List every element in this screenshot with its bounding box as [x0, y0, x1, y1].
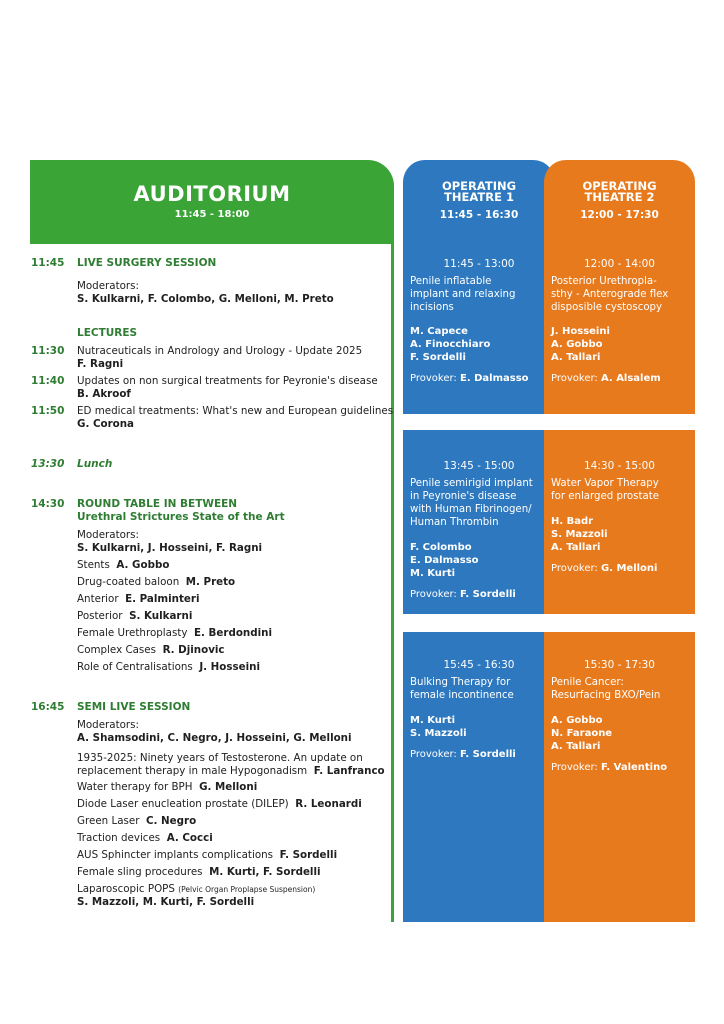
talk-speaker: S. Mazzoli, M. Kurti, F. Sordelli [77, 896, 255, 908]
talk-item [77, 815, 196, 828]
theatre1-title [403, 181, 555, 203]
lecture-title: ED medical treatments: What's new and European guidelines [77, 405, 394, 417]
theatre2-time: 12:00 - 17:30 [580, 209, 659, 221]
talk-item [77, 765, 385, 778]
talk-topic: Green Laser [77, 815, 140, 827]
theatre2-block [544, 244, 695, 414]
talk-item [77, 593, 200, 606]
block-title: Bulking Therapy for female incontinence [410, 677, 514, 701]
lunch-title: Lunch [77, 458, 113, 470]
talk-topic: Posterior [77, 610, 123, 622]
block-provoker: Provoker: F. Sordelli [410, 589, 516, 600]
block-title: Penile inflatable implant and relaxing incisions [410, 276, 516, 313]
talk-item [77, 798, 362, 811]
talk-speaker: M. Kurti, F. Sordelli [209, 866, 321, 878]
auditorium-time: 11:45 - 18:00 [174, 209, 250, 220]
block-title: Penile Cancer: Resurfacing BXO/Pein [551, 677, 661, 701]
block-provoker: Provoker: G. Melloni [551, 563, 658, 574]
session-title: SEMI LIVE SESSION [77, 701, 191, 713]
lecture-time: 11:30 [31, 345, 65, 357]
talk-note: (Pelvic Organ Proplapse Suspension) [178, 885, 316, 894]
auditorium-header [30, 160, 394, 244]
talk-speaker: E. Palminteri [125, 593, 200, 605]
talk-topic: Anterior [77, 593, 119, 605]
theatre2-title-line: OPERATING [582, 179, 657, 193]
block-time: 11:45 - 13:00 [443, 258, 515, 270]
talk-topic: Role of Centralisations [77, 661, 193, 673]
session-subtitle: Urethral Strictures State of the Art [77, 511, 285, 523]
block-names: M. Capece A. Finocchiaro F. Sordelli [410, 326, 491, 363]
moderators: S. Kulkarni, F. Colombo, G. Melloni, M. Preto [77, 293, 334, 305]
talk-speaker: F. Sordelli [279, 849, 338, 861]
talk-speaker: F. Lanfranco [313, 765, 385, 777]
block-names: F. Colombo E. Dalmasso M. Kurti [410, 542, 479, 579]
moderators: A. Shamsodini, C. Negro, J. Hosseini, G. Melloni [77, 732, 352, 744]
block-names: A. Gobbo N. Faraone A. Tallari [551, 715, 613, 752]
session-time: 11:45 [31, 257, 65, 269]
block-time: 14:30 - 15:00 [584, 460, 655, 472]
talk-item [77, 781, 257, 794]
moderators: S. Kulkarni, J. Hosseini, F. Ragni [77, 542, 263, 554]
theatre1-title-line: THEATRE 1 [444, 190, 514, 204]
moderators-label: Moderators: [77, 719, 140, 731]
talk-item [77, 883, 315, 896]
theatre1-time: 11:45 - 16:30 [439, 209, 519, 221]
session-title: LIVE SURGERY SESSION [77, 257, 217, 269]
session-title: ROUND TABLE IN BETWEEN [77, 498, 238, 510]
talk-topic: Female Urethroplasty [77, 627, 188, 639]
theatre1-block [403, 244, 555, 414]
lecture-title: Nutraceuticals in Andrology and Urology - Update 2025 [77, 345, 363, 357]
talk-item [77, 849, 337, 862]
talk-item [77, 644, 225, 657]
talk-item [77, 576, 235, 589]
theatre1-title-line: OPERATING [441, 179, 517, 193]
talk-topic: Diode Laser enucleation prostate (DILEP) [77, 798, 289, 810]
block-time: 13:45 - 15:00 [443, 460, 515, 472]
block-title: Water Vapor Therapy for enlarged prostate [551, 478, 659, 502]
talk-topic: AUS Sphincter implants complications [77, 849, 274, 861]
talk-item [77, 832, 213, 845]
talk-topic: Female sling procedures [77, 866, 203, 878]
talk-speaker: M. Preto [185, 576, 236, 588]
talk-topic: Water therapy for BPH [77, 781, 193, 793]
talk-item [77, 559, 169, 572]
lunch-time: 13:30 [31, 458, 65, 470]
lecture-speaker: B. Akroof [77, 388, 131, 400]
block-provoker: Provoker: A. Alsalem [551, 373, 661, 384]
talk-item [77, 866, 321, 879]
block-time: 15:30 - 17:30 [584, 659, 655, 671]
talk-topic: Drug-coated baloon [77, 576, 180, 588]
theatre2-title-line: THEATRE 2 [584, 190, 655, 204]
theatre2-block [544, 430, 695, 614]
theatre2-header [544, 160, 695, 244]
talk-speaker: S. Kulkarni [129, 610, 193, 622]
talk-speaker: C. Negro [145, 815, 197, 827]
moderators-label: Moderators: [77, 280, 140, 292]
block-provoker: Provoker: E. Dalmasso [410, 373, 529, 384]
talk-speaker: A. Cocci [166, 832, 213, 844]
block-time: 12:00 - 14:00 [584, 258, 655, 270]
block-title: Posterior Urethropla- sthy - Anterograde flex disposible cystoscopy [551, 276, 669, 313]
talk-speaker: R. Leonardi [295, 798, 362, 810]
talk-item [77, 610, 192, 623]
talk-speaker: A. Gobbo [116, 559, 170, 571]
block-names: J. Hosseini A. Gobbo A. Tallari [551, 326, 610, 363]
theatre2-title [544, 181, 695, 203]
block-provoker: Provoker: F. Sordelli [410, 749, 516, 760]
talk-topic: Complex Cases [77, 644, 157, 656]
talk-speaker: J. Hosseini [199, 661, 260, 673]
talk-speaker: E. Berdondini [194, 627, 272, 639]
talk-title: 1935-2025: Ninety years of Testosterone. An update on [77, 752, 363, 764]
lecture-title: Updates on non surgical treatments for Peyronie's disease [77, 375, 378, 387]
lecture-speaker: F. Ragni [77, 358, 124, 370]
lecture-time: 11:40 [31, 375, 65, 387]
theatre1-block [403, 632, 555, 922]
lecture-speaker: G. Corona [77, 418, 135, 430]
block-provoker: Provoker: F. Valentino [551, 762, 668, 773]
block-time: 15:45 - 16:30 [443, 659, 515, 671]
lecture-time: 11:50 [31, 405, 65, 417]
talk-topic: Laparoscopic POPS [77, 883, 175, 895]
auditorium-divider [391, 244, 394, 922]
theatre1-header [403, 160, 555, 244]
talk-speaker: G. Melloni [199, 781, 258, 793]
talk-topic: Stents [77, 559, 110, 571]
talk-item [77, 661, 260, 674]
theatre1-block [403, 430, 555, 614]
session-time: 14:30 [31, 498, 65, 510]
talk-topic: Traction devices [77, 832, 161, 844]
talk-topic: replacement therapy in male Hypogonadism [77, 765, 308, 777]
moderators-label: Moderators: [77, 529, 140, 541]
block-names: H. Badr S. Mazzoli A. Tallari [551, 516, 608, 553]
session-time: 16:45 [31, 701, 65, 713]
block-names: M. Kurti S. Mazzoli [410, 715, 467, 739]
talk-item [77, 627, 272, 640]
theatre2-block [544, 632, 695, 922]
talk-speaker: R. Djinovic [162, 644, 225, 656]
block-title: Penile semirigid implant in Peyronie's disease with Human Fibrinogen/ Human Thrombin [410, 478, 533, 528]
auditorium-title: AUDITORIUM [133, 182, 291, 206]
lectures-title: LECTURES [77, 327, 138, 339]
